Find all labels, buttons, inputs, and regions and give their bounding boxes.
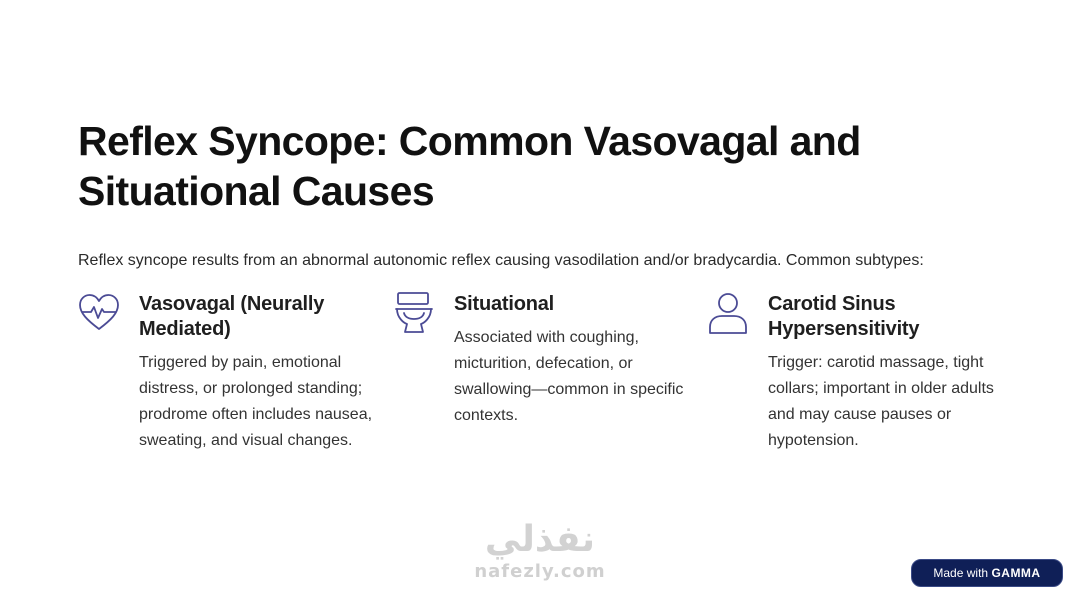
slide-title: Reflex Syncope: Common Vasovagal and Situational Causes [78,118,861,214]
heart-pulse-icon [78,292,120,334]
card-text: Triggered by pain, emotional distress, or prolonged standing; prodrome often includes nausea, sweating, and visual changes. [139,354,373,449]
watermark-logo [470,518,610,582]
watermark-arabic: نفذلي [484,519,596,560]
made-with-gamma-badge[interactable] [911,559,1063,587]
card-heading: Vasovagal (Neurally Mediated) [139,293,325,340]
person-icon [707,292,749,334]
slide-intro: Reflex syncope results from an abnormal autonomic reflex causing vasodilation and/or bradycardia. Common subtypes: [78,252,924,269]
watermark-latin: nafezly.com [474,561,606,582]
card-heading: Carotid Sinus Hypersensitivity [768,293,920,340]
card-text: Trigger: carotid massage, tight collars; important in older adults and may cause pauses or hypotension. [768,354,994,449]
badge-prefix: Made with [933,566,989,580]
card-text: Associated with coughing, micturition, defecation, or swallowing—common in specific contexts. [454,329,684,424]
card-heading: Situational [454,293,555,315]
toilet-icon [393,292,435,334]
badge-brand: GAMMA [991,566,1041,580]
